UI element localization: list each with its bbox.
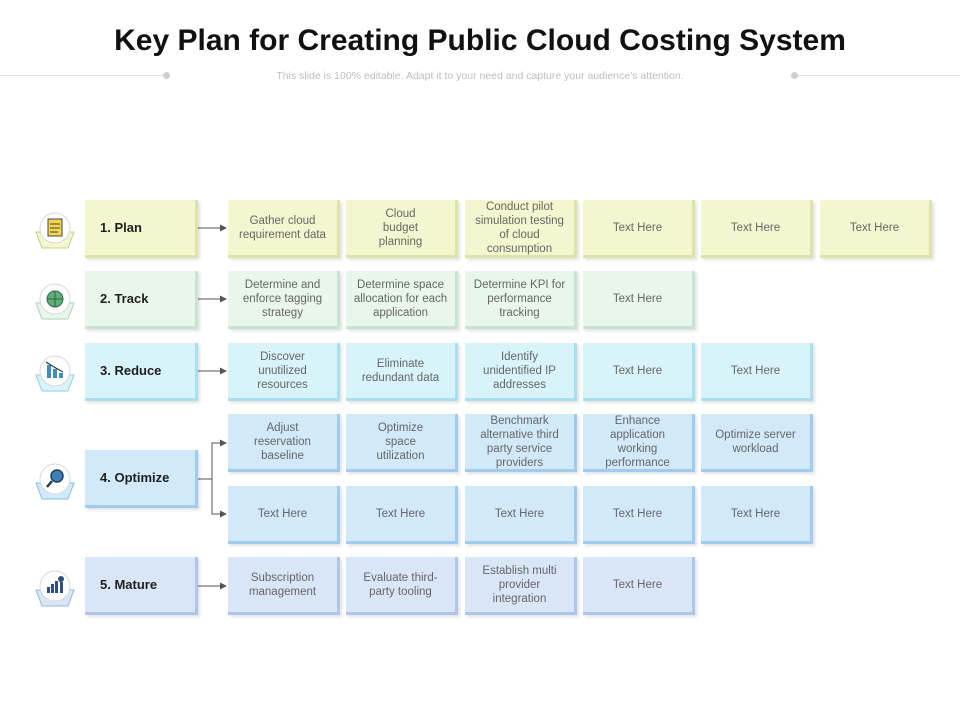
mature-step-1: Subscription management xyxy=(228,557,340,615)
mature-step-2: Evaluate third-party tooling xyxy=(346,557,458,615)
optimize-step-8: Text Here xyxy=(465,486,577,544)
optimize-step-3: Benchmark alternative third party service providers xyxy=(465,414,577,472)
stage-optimize: 4. Optimize xyxy=(85,450,198,508)
optimize-step-1: Adjust reservation baseline xyxy=(228,414,340,472)
arrow-optimize-bottom xyxy=(212,479,226,514)
declining-chart-icon xyxy=(30,347,80,395)
page-title: Key Plan for Creating Public Cloud Costing System xyxy=(114,24,846,57)
magnifier-icon xyxy=(30,455,80,503)
plan-step-6: Text Here xyxy=(820,200,932,258)
optimize-step-4: Enhance application working performance xyxy=(583,414,695,472)
mature-step-4: Text Here xyxy=(583,557,695,615)
mature-step-3: Establish multi provider integration xyxy=(465,557,577,615)
growth-chart-icon xyxy=(30,562,80,610)
track-step-2: Determine space allocation for each application xyxy=(346,271,458,329)
stage-mature: 5. Mature xyxy=(85,557,198,615)
reduce-step-4: Text Here xyxy=(583,343,695,401)
reduce-step-2: Eliminate redundant data xyxy=(346,343,458,401)
reduce-step-3: Identify unidentified IP addresses xyxy=(465,343,577,401)
stage-track: 2. Track xyxy=(85,271,198,329)
plan-step-3: Conduct pilot simulation testing of cloud consumption xyxy=(465,200,577,258)
arrow-optimize-top xyxy=(196,443,226,479)
radar-icon xyxy=(30,275,80,323)
plan-step-5: Text Here xyxy=(701,200,813,258)
stage-reduce: 3. Reduce xyxy=(85,343,198,401)
subtitle: This slide is 100% editable. Adapt it to your need and capture your audience’s attention. xyxy=(276,70,684,82)
reduce-step-1: Discover unutilized resources xyxy=(228,343,340,401)
checklist-icon xyxy=(30,204,80,252)
plan-step-1: Gather cloud requirement data xyxy=(228,200,340,258)
plan-step-4: Text Here xyxy=(583,200,695,258)
track-step-4: Text Here xyxy=(583,271,695,329)
reduce-step-5: Text Here xyxy=(701,343,813,401)
optimize-step-10: Text Here xyxy=(701,486,813,544)
optimize-step-2: Optimize space utilization xyxy=(346,414,458,472)
plan-step-2: Cloud budget planning xyxy=(346,200,458,258)
optimize-step-7: Text Here xyxy=(346,486,458,544)
optimize-step-6: Text Here xyxy=(228,486,340,544)
optimize-step-5: Optimize server workload xyxy=(701,414,813,472)
track-step-3: Determine KPI for performance tracking xyxy=(465,271,577,329)
stage-plan: 1. Plan xyxy=(85,200,198,258)
track-step-1: Determine and enforce tagging strategy xyxy=(228,271,340,329)
optimize-step-9: Text Here xyxy=(583,486,695,544)
